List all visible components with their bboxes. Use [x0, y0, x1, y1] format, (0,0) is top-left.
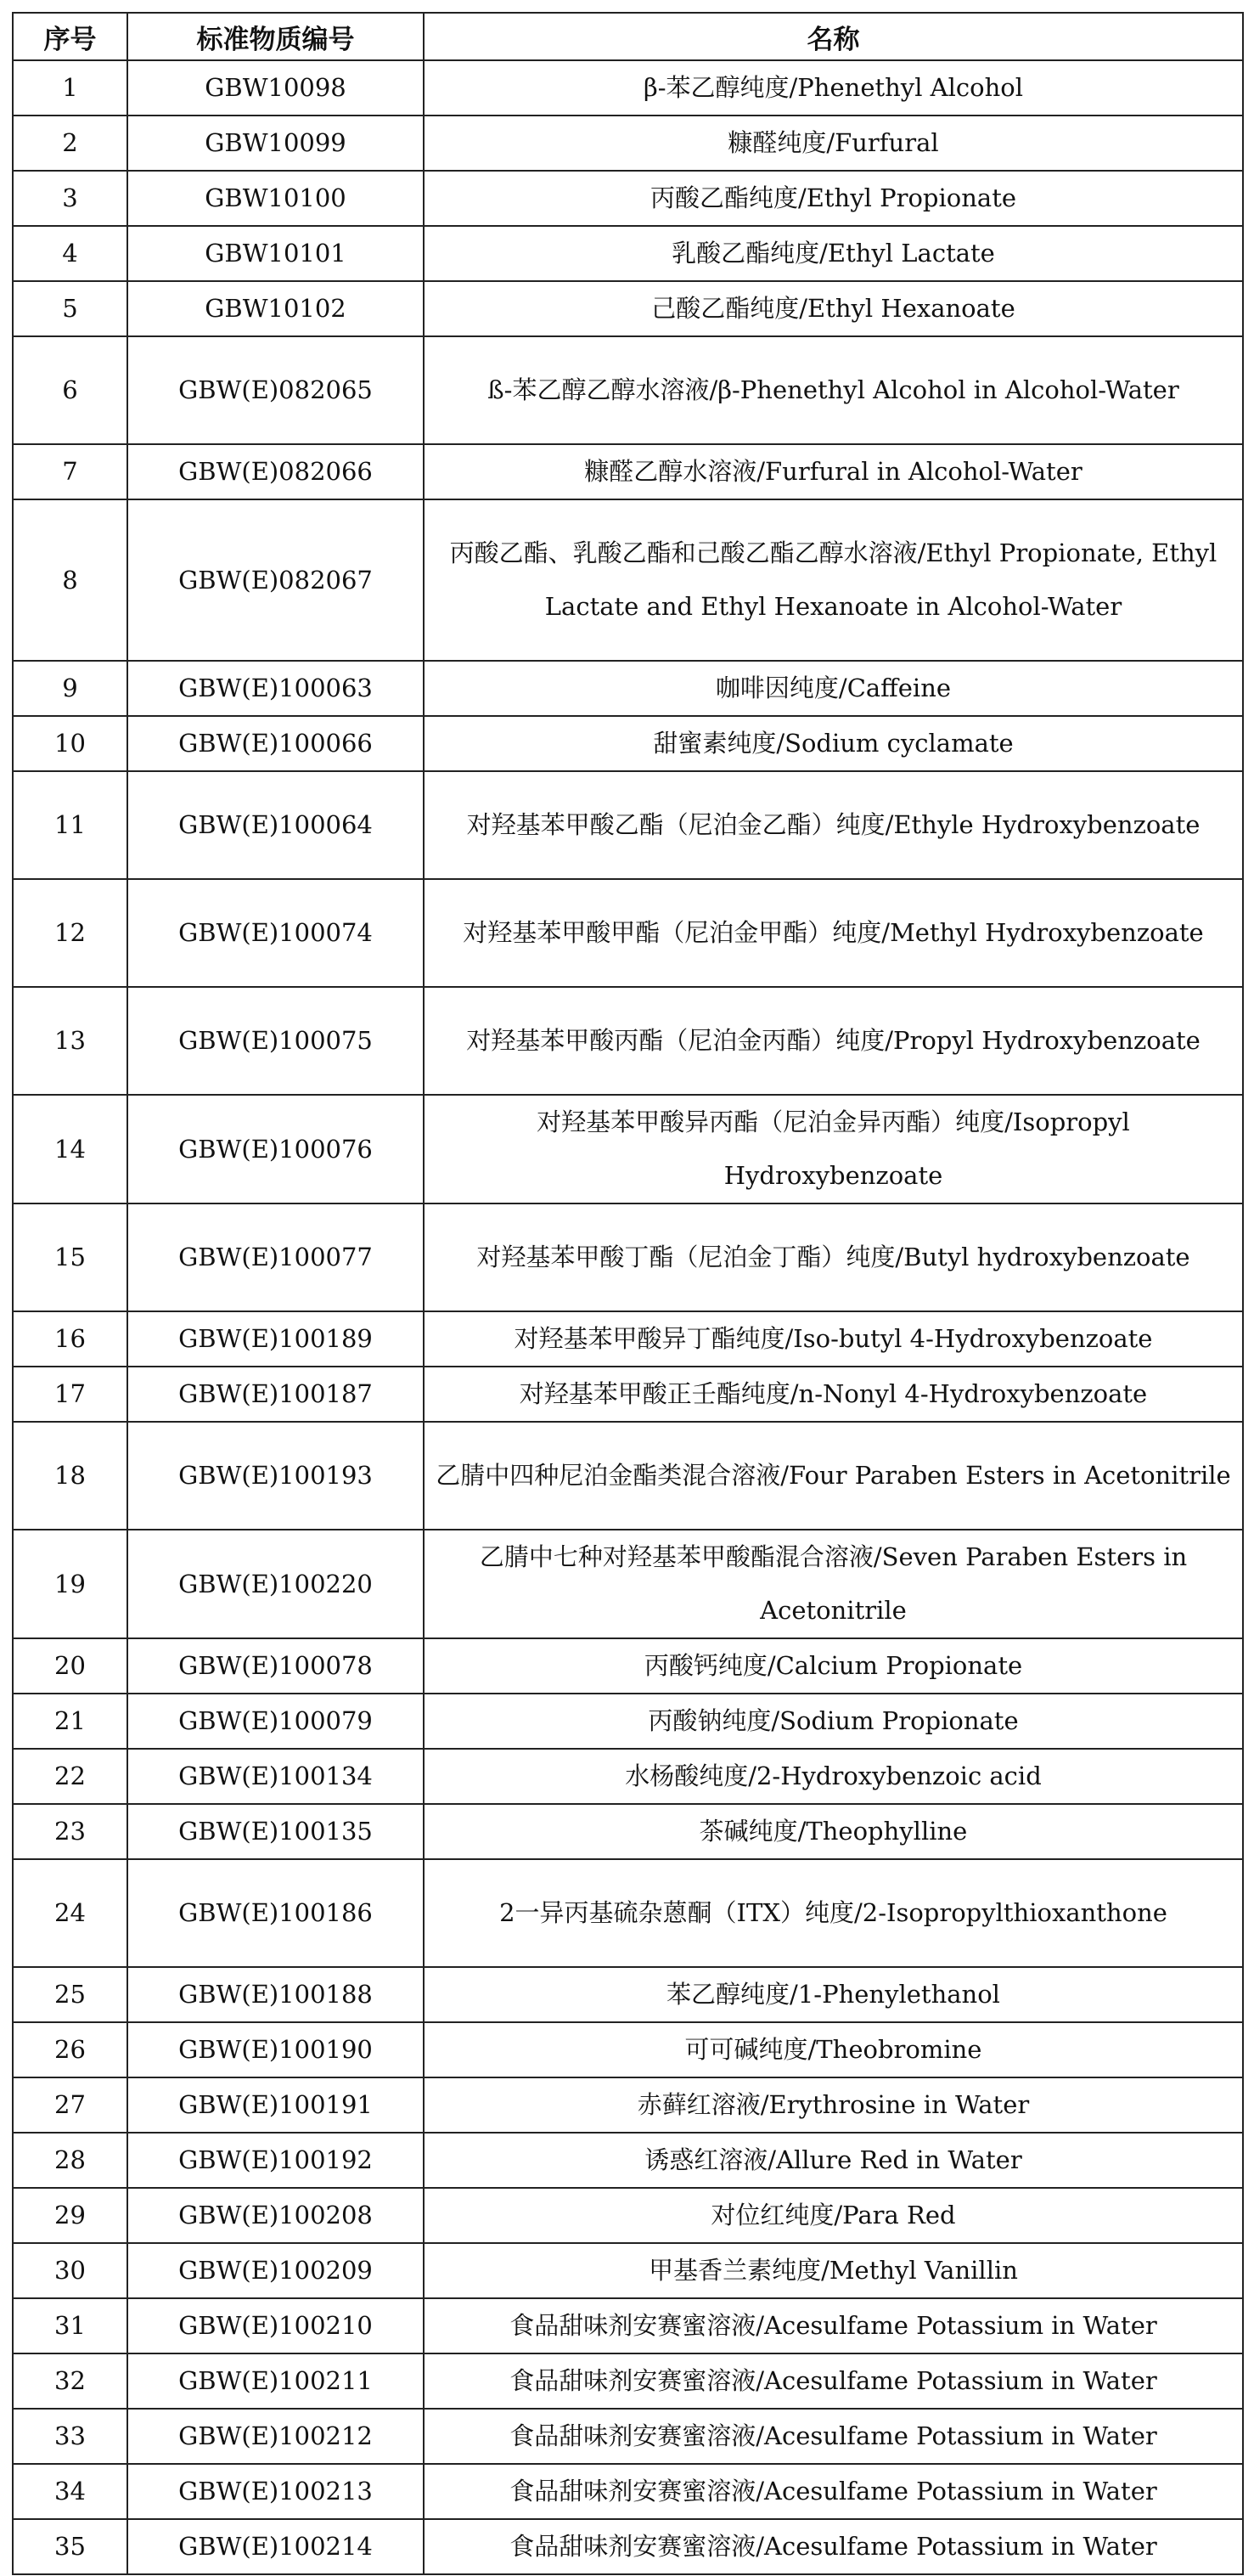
serial-no-cell: 9	[13, 661, 127, 716]
serial-no-cell: 27	[13, 2077, 127, 2133]
name-cell: 食品甜味剂安赛蜜溶液/Acesulfame Potassium in Water	[424, 2519, 1243, 2574]
material-code-cell: GBW(E)100187	[127, 1367, 424, 1422]
table-row	[13, 2298, 1243, 2353]
material-code-cell: GBW(E)100063	[127, 661, 424, 716]
table-row	[13, 716, 1243, 771]
table-row	[13, 1859, 1243, 1967]
material-code-cell: GBW10099	[127, 116, 424, 171]
material-code-cell: GBW(E)100076	[127, 1095, 424, 1203]
table-row	[13, 1749, 1243, 1804]
serial-no-cell: 35	[13, 2519, 127, 2574]
document-page	[12, 12, 1242, 2575]
serial-no-cell: 18	[13, 1422, 127, 1530]
table-row	[13, 336, 1243, 444]
table-row	[13, 116, 1243, 171]
name-cell: 乳酸乙酯纯度/Ethyl Lactate	[424, 226, 1243, 281]
table-row	[13, 281, 1243, 336]
serial-no-cell: 2	[13, 116, 127, 171]
material-code-cell: GBW(E)100189	[127, 1311, 424, 1367]
serial-no-cell: 14	[13, 1095, 127, 1203]
name-cell: 甲基香兰素纯度/Methyl Vanillin	[424, 2243, 1243, 2298]
serial-no-cell: 21	[13, 1694, 127, 1749]
table-row	[13, 661, 1243, 716]
header-row	[13, 13, 1243, 60]
table-row	[13, 2022, 1243, 2077]
material-code-cell: GBW(E)100188	[127, 1967, 424, 2022]
material-code-cell: GBW(E)100079	[127, 1694, 424, 1749]
table-row	[13, 1694, 1243, 1749]
serial-no-cell: 29	[13, 2188, 127, 2243]
serial-no-cell: 6	[13, 336, 127, 444]
table-row	[13, 1530, 1243, 1638]
material-code-cell: GBW10101	[127, 226, 424, 281]
table-row	[13, 499, 1243, 661]
name-cell: 赤藓红溶液/Erythrosine in Water	[424, 2077, 1243, 2133]
table-row	[13, 1804, 1243, 1859]
serial-no-cell: 13	[13, 987, 127, 1095]
name-cell: 对羟基苯甲酸丙酯（尼泊金丙酯）纯度/Propyl Hydroxybenzoate	[424, 987, 1243, 1095]
name-cell: 2一异丙基硫杂蒽酮（ITX）纯度/2-Isopropylthioxanthone	[424, 1859, 1243, 1967]
material-code-cell: GBW(E)100220	[127, 1530, 424, 1638]
serial-no-cell: 20	[13, 1638, 127, 1694]
serial-no-cell: 19	[13, 1530, 127, 1638]
serial-no-cell: 7	[13, 444, 127, 499]
name-cell: β-苯乙醇纯度/Phenethyl Alcohol	[424, 60, 1243, 116]
name-cell: 食品甜味剂安赛蜜溶液/Acesulfame Potassium in Water	[424, 2409, 1243, 2464]
table-row	[13, 879, 1243, 987]
table-row	[13, 987, 1243, 1095]
serial-no-cell: 23	[13, 1804, 127, 1859]
serial-no-cell: 15	[13, 1203, 127, 1311]
material-code-cell: GBW(E)100078	[127, 1638, 424, 1694]
name-cell: 食品甜味剂安赛蜜溶液/Acesulfame Potassium in Water	[424, 2298, 1243, 2353]
material-code-cell: GBW(E)100212	[127, 2409, 424, 2464]
table-row	[13, 2464, 1243, 2519]
material-code-cell: GBW(E)100135	[127, 1804, 424, 1859]
material-code-cell: GBW(E)100190	[127, 2022, 424, 2077]
table-row	[13, 2077, 1243, 2133]
material-code-cell: GBW(E)100210	[127, 2298, 424, 2353]
serial-no-cell: 16	[13, 1311, 127, 1367]
material-code-cell: GBW(E)100134	[127, 1749, 424, 1804]
serial-no-cell: 17	[13, 1367, 127, 1422]
material-code-cell: GBW(E)100211	[127, 2353, 424, 2409]
serial-no-cell: 5	[13, 281, 127, 336]
material-code-cell: GBW(E)100074	[127, 879, 424, 987]
name-cell: 丙酸钠纯度/Sodium Propionate	[424, 1694, 1243, 1749]
table-row	[13, 2409, 1243, 2464]
name-cell: 咖啡因纯度/Caffeine	[424, 661, 1243, 716]
material-code-cell: GBW10100	[127, 171, 424, 226]
name-cell: 乙腈中七种对羟基苯甲酸酯混合溶液/Seven Paraben Esters in Acetonitrile	[424, 1530, 1243, 1638]
serial-no-cell: 22	[13, 1749, 127, 1804]
material-code-cell: GBW(E)100214	[127, 2519, 424, 2574]
serial-no-cell: 31	[13, 2298, 127, 2353]
material-code-cell: GBW(E)100209	[127, 2243, 424, 2298]
name-cell: 糠醛乙醇水溶液/Furfural in Alcohol-Water	[424, 444, 1243, 499]
name-cell: 苯乙醇纯度/1-Phenylethanol	[424, 1967, 1243, 2022]
table-row	[13, 2133, 1243, 2188]
material-code-cell: GBW(E)082066	[127, 444, 424, 499]
name-cell: 食品甜味剂安赛蜜溶液/Acesulfame Potassium in Water	[424, 2464, 1243, 2519]
header-material-code: 标准物质编号	[127, 13, 424, 60]
table-header	[13, 13, 1243, 60]
name-cell: 诱惑红溶液/Allure Red in Water	[424, 2133, 1243, 2188]
table-row	[13, 1095, 1243, 1203]
reference-materials-table	[12, 12, 1244, 2575]
header-name: 名称	[424, 13, 1243, 60]
table-row	[13, 2353, 1243, 2409]
name-cell: 丙酸乙酯、乳酸乙酯和己酸乙酯乙醇水溶液/Ethyl Propionate, Ethyl Lactate and Ethyl Hexanoate in Alcohol-Water	[424, 499, 1243, 661]
table-row	[13, 1967, 1243, 2022]
table-row	[13, 444, 1243, 499]
name-cell: 对羟基苯甲酸丁酯（尼泊金丁酯）纯度/Butyl hydroxybenzoate	[424, 1203, 1243, 1311]
material-code-cell: GBW(E)100208	[127, 2188, 424, 2243]
serial-no-cell: 12	[13, 879, 127, 987]
serial-no-cell: 8	[13, 499, 127, 661]
material-code-cell: GBW(E)100191	[127, 2077, 424, 2133]
name-cell: 对羟基苯甲酸异丁酯纯度/Iso-butyl 4-Hydroxybenzoate	[424, 1311, 1243, 1367]
name-cell: 茶碱纯度/Theophylline	[424, 1804, 1243, 1859]
name-cell: ß-苯乙醇乙醇水溶液/β-Phenethyl Alcohol in Alcohol-Water	[424, 336, 1243, 444]
serial-no-cell: 25	[13, 1967, 127, 2022]
serial-no-cell: 3	[13, 171, 127, 226]
name-cell: 食品甜味剂安赛蜜溶液/Acesulfame Potassium in Water	[424, 2353, 1243, 2409]
material-code-cell: GBW(E)100213	[127, 2464, 424, 2519]
serial-no-cell: 32	[13, 2353, 127, 2409]
table-row	[13, 1367, 1243, 1422]
serial-no-cell: 34	[13, 2464, 127, 2519]
name-cell: 丙酸乙酯纯度/Ethyl Propionate	[424, 171, 1243, 226]
serial-no-cell: 1	[13, 60, 127, 116]
serial-no-cell: 11	[13, 771, 127, 879]
name-cell: 对位红纯度/Para Red	[424, 2188, 1243, 2243]
table-row	[13, 2188, 1243, 2243]
name-cell: 丙酸钙纯度/Calcium Propionate	[424, 1638, 1243, 1694]
material-code-cell: GBW(E)100077	[127, 1203, 424, 1311]
header-serial-no: 序号	[13, 13, 127, 60]
table-row	[13, 2519, 1243, 2574]
table-row	[13, 2243, 1243, 2298]
material-code-cell: GBW(E)100193	[127, 1422, 424, 1530]
serial-no-cell: 24	[13, 1859, 127, 1967]
table-body	[13, 60, 1243, 2574]
material-code-cell: GBW(E)100075	[127, 987, 424, 1095]
serial-no-cell: 26	[13, 2022, 127, 2077]
table-row	[13, 1203, 1243, 1311]
name-cell: 水杨酸纯度/2-Hydroxybenzoic acid	[424, 1749, 1243, 1804]
name-cell: 对羟基苯甲酸异丙酯（尼泊金异丙酯）纯度/Isopropyl Hydroxybenzoate	[424, 1095, 1243, 1203]
name-cell: 糠醛纯度/Furfural	[424, 116, 1243, 171]
material-code-cell: GBW10102	[127, 281, 424, 336]
material-code-cell: GBW(E)100192	[127, 2133, 424, 2188]
serial-no-cell: 33	[13, 2409, 127, 2464]
name-cell: 对羟基苯甲酸乙酯（尼泊金乙酯）纯度/Ethyle Hydroxybenzoate	[424, 771, 1243, 879]
name-cell: 己酸乙酯纯度/Ethyl Hexanoate	[424, 281, 1243, 336]
table-row	[13, 1422, 1243, 1530]
table-row	[13, 771, 1243, 879]
table-row	[13, 226, 1243, 281]
name-cell: 对羟基苯甲酸正壬酯纯度/n-Nonyl 4-Hydroxybenzoate	[424, 1367, 1243, 1422]
table-row	[13, 1638, 1243, 1694]
material-code-cell: GBW(E)100064	[127, 771, 424, 879]
table-row	[13, 1311, 1243, 1367]
name-cell: 甜蜜素纯度/Sodium cyclamate	[424, 716, 1243, 771]
material-code-cell: GBW(E)082067	[127, 499, 424, 661]
material-code-cell: GBW(E)100066	[127, 716, 424, 771]
name-cell: 可可碱纯度/Theobromine	[424, 2022, 1243, 2077]
name-cell: 对羟基苯甲酸甲酯（尼泊金甲酯）纯度/Methyl Hydroxybenzoate	[424, 879, 1243, 987]
serial-no-cell: 10	[13, 716, 127, 771]
serial-no-cell: 28	[13, 2133, 127, 2188]
table-row	[13, 60, 1243, 116]
material-code-cell: GBW10098	[127, 60, 424, 116]
material-code-cell: GBW(E)100186	[127, 1859, 424, 1967]
serial-no-cell: 4	[13, 226, 127, 281]
material-code-cell: GBW(E)082065	[127, 336, 424, 444]
serial-no-cell: 30	[13, 2243, 127, 2298]
name-cell: 乙腈中四种尼泊金酯类混合溶液/Four Paraben Esters in Acetonitrile	[424, 1422, 1243, 1530]
table-row	[13, 171, 1243, 226]
